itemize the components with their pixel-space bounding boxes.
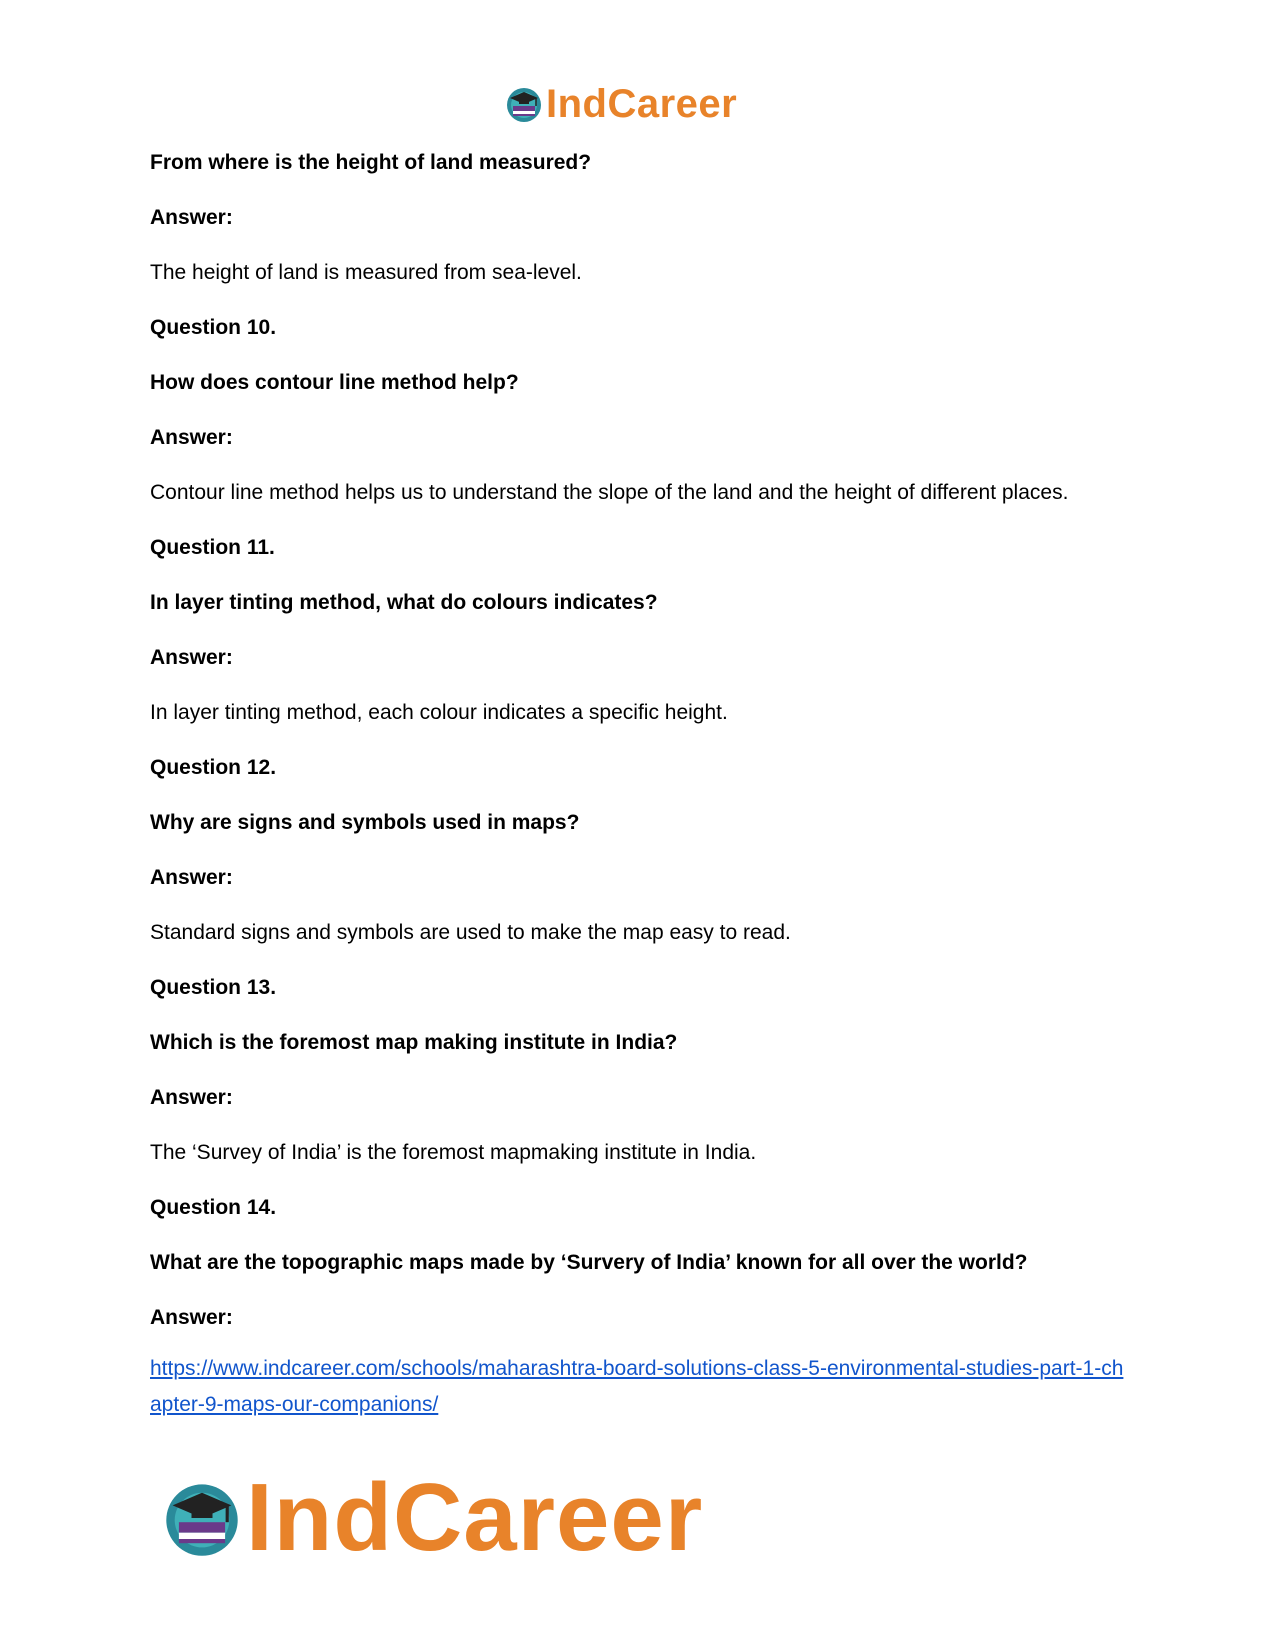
document-body <box>150 148 1125 1423</box>
answer-label: Answer: <box>150 1086 233 1109</box>
question-text: What are the topographic maps made by ‘Survery of India’ known for all over the world? <box>150 1251 1028 1274</box>
answer-text: The ‘Survey of India’ is the foremost mapmaking institute in India. <box>150 1141 757 1164</box>
answer-label: Answer: <box>150 1306 233 1329</box>
question-text: Which is the foremost map making institute in India? <box>150 1031 678 1054</box>
question-number: Question 10. <box>150 316 277 339</box>
answer-label: Answer: <box>150 206 233 229</box>
answer-label: Answer: <box>150 866 233 889</box>
question-text: From where is the height of land measured? <box>150 151 592 174</box>
answer-text: In layer tinting method, each colour indicates a specific height. <box>150 701 728 724</box>
answer-label: Answer: <box>150 426 233 449</box>
header-logo <box>504 80 737 128</box>
question-text: Why are signs and symbols used in maps? <box>150 811 580 834</box>
answer-text: Standard signs and symbols are used to make the map easy to read. <box>150 921 791 944</box>
question-number: Question 14. <box>150 1196 277 1219</box>
answer-label: Answer: <box>150 646 233 669</box>
logo-text: IndCareer <box>246 1464 704 1571</box>
graduation-cap-book-globe-icon <box>160 1476 244 1560</box>
answer-text: Contour line method helps us to understand the slope of the land and the height of different places. <box>150 481 1069 504</box>
logo-text: IndCareer <box>546 82 738 126</box>
answer-text: The height of land is measured from sea-level. <box>150 261 582 284</box>
question-text: How does contour line method help? <box>150 371 519 394</box>
question-text: In layer tinting method, what do colours indicates? <box>150 591 658 614</box>
source-link[interactable]: https://www.indcareer.com/schools/maharashtra-board-solutions-class-5-environmental-studies-part-1-chapter-9-maps-our-companions/ <box>150 1357 1124 1416</box>
question-number: Question 12. <box>150 756 277 779</box>
question-number: Question 13. <box>150 976 277 999</box>
question-number: Question 11. <box>150 536 275 559</box>
graduation-cap-book-globe-icon <box>504 84 544 124</box>
footer-logo <box>160 1464 704 1571</box>
